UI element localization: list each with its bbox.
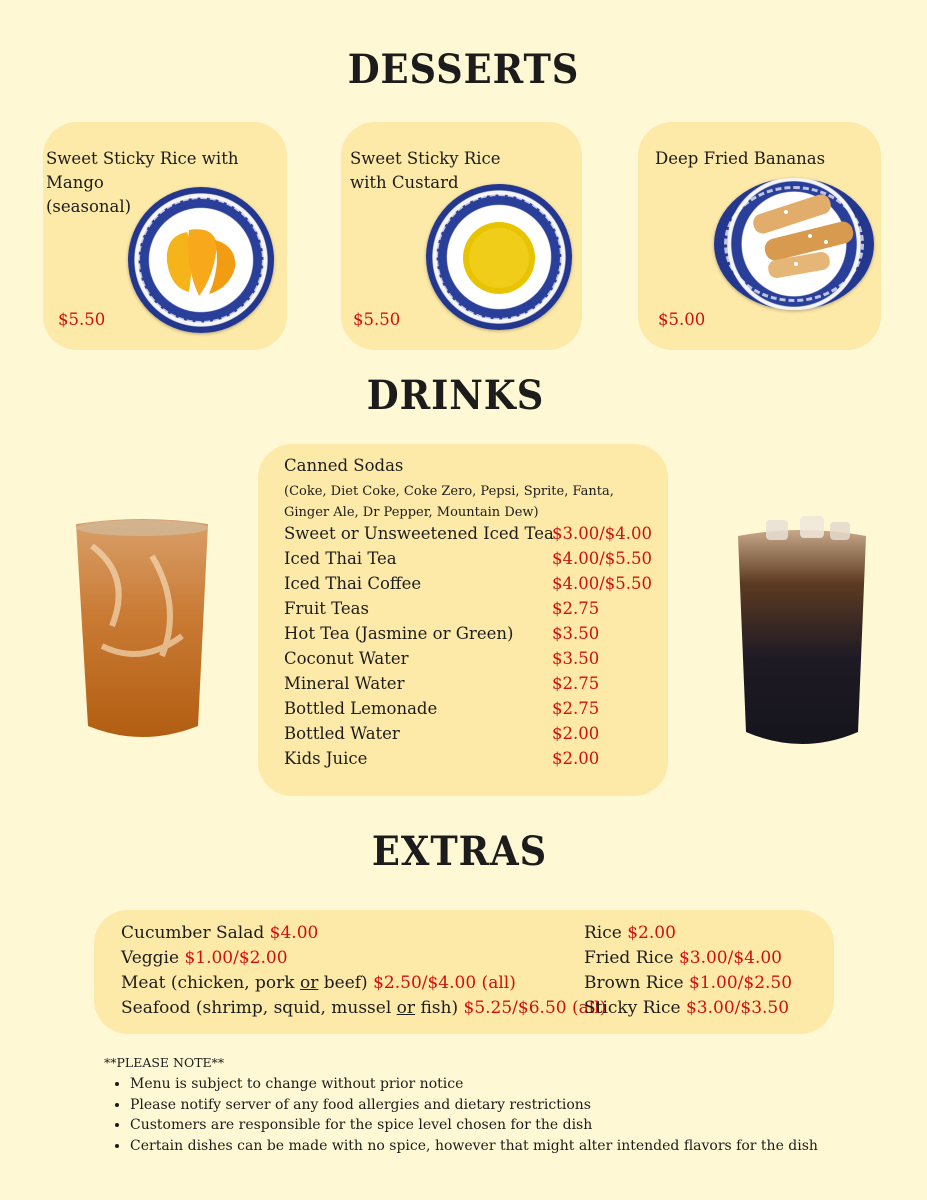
note-item: • Menu is subject to change without prior notice <box>130 1074 818 1095</box>
drink-row <box>284 599 664 624</box>
extra-veggie <box>121 948 288 968</box>
drinks-heading: DRINKS <box>366 372 545 419</box>
extra-price: $1.00/$2.00 <box>184 948 288 968</box>
drink-price: $2.75 <box>552 674 600 693</box>
dessert-name: Sweet Sticky Rice with Custard <box>350 149 501 192</box>
fried-banana-image <box>746 190 858 290</box>
dessert-card-bananas <box>638 122 881 350</box>
dessert-price: $5.50 <box>58 310 106 329</box>
extra-price: $2.50/$4.00 (all) <box>373 973 516 993</box>
extra-label: Fried Rice <box>584 948 674 968</box>
drink-name: Iced Thai Coffee <box>284 574 422 593</box>
dessert-card-custard <box>341 122 582 350</box>
drink-price: $3.50 <box>552 624 600 643</box>
drink-row <box>284 699 664 724</box>
drink-price: $3.50 <box>552 649 600 668</box>
thai-tea-glass-image <box>72 516 212 744</box>
extra-price: $4.00 <box>269 923 319 943</box>
extras-heading: EXTRAS <box>371 828 548 875</box>
extra-fried-rice <box>584 948 782 968</box>
note-item: • Please notify server of any food allergies and dietary restrictions <box>130 1095 818 1116</box>
extra-rice <box>584 923 676 943</box>
notes-title: **PLEASE NOTE** <box>104 1055 225 1070</box>
drink-price: $3.00/$4.00 <box>552 524 653 543</box>
sodas-detail-line: Ginger Ale, Dr Pepper, Mountain Dew) <box>284 505 539 520</box>
extra-cucumber-salad <box>121 923 318 943</box>
dessert-card-mango <box>43 122 287 350</box>
extra-or: or <box>299 973 319 993</box>
desserts-heading: DESSERTS <box>347 46 580 93</box>
drink-price: $2.75 <box>552 599 600 618</box>
extra-label: Veggie <box>121 948 180 968</box>
extra-or: or <box>396 998 416 1018</box>
drink-price: $2.75 <box>552 699 600 718</box>
extra-label: fish) <box>415 998 459 1018</box>
drink-row <box>284 624 664 649</box>
extra-price: $3.00/$4.00 <box>678 948 782 968</box>
dessert-name: Deep Fried Bananas <box>655 149 826 168</box>
drink-name: Coconut Water <box>284 649 409 668</box>
extra-price: $1.00/$2.50 <box>688 973 793 993</box>
mango-image <box>159 222 243 302</box>
dessert-price: $5.50 <box>353 310 401 329</box>
drink-name: Canned Sodas <box>284 456 404 475</box>
drink-name: Fruit Teas <box>284 599 369 618</box>
note-item: • Customers are responsible for the spice level chosen for the dish <box>130 1115 818 1136</box>
drink-name: Iced Thai Tea <box>284 549 397 568</box>
drink-name: Bottled Water <box>284 724 400 743</box>
notes-list <box>110 1074 818 1156</box>
extra-price: $2.00 <box>627 923 676 943</box>
drink-name: Hot Tea (Jasmine or Green) <box>284 624 514 643</box>
extra-label: Seafood (shrimp, squid, mussel <box>121 998 397 1018</box>
custard-image <box>459 218 539 298</box>
note-item: • Certain dishes can be made with no spice, however that might alter intended flavors for the dish <box>130 1136 818 1157</box>
extra-label: Sticky Rice <box>584 998 681 1018</box>
drink-name: Mineral Water <box>284 674 405 693</box>
drink-row <box>284 749 664 774</box>
extra-label: Meat (chicken, pork <box>121 973 300 993</box>
extra-label: Cucumber Salad <box>121 923 265 943</box>
canned-sodas-label <box>284 456 664 481</box>
extra-price: $3.00/$3.50 <box>685 998 790 1018</box>
drink-price: $2.00 <box>552 749 600 768</box>
drink-price: $2.00 <box>552 724 600 743</box>
drink-name: Bottled Lemonade <box>284 699 438 718</box>
drink-row <box>284 574 664 599</box>
dessert-name: Sweet Sticky Rice with Mango (seasonal) <box>46 149 239 216</box>
extra-brown-rice <box>584 973 792 993</box>
drink-row <box>284 724 664 749</box>
drink-name: Kids Juice <box>284 749 368 768</box>
extra-label: beef) <box>318 973 368 993</box>
dessert-price: $5.00 <box>658 310 706 329</box>
drink-row <box>284 524 664 549</box>
drink-price: $4.00/$5.50 <box>552 549 653 568</box>
extra-sticky-rice <box>584 998 789 1018</box>
sodas-detail-line: (Coke, Diet Coke, Coke Zero, Pepsi, Sprite, Fanta, <box>284 484 614 499</box>
drink-price: $4.00/$5.50 <box>552 574 653 593</box>
extra-meat <box>121 973 516 993</box>
extra-seafood <box>121 998 606 1018</box>
extra-label: Brown Rice <box>584 973 684 993</box>
canned-sodas-detail <box>284 481 614 523</box>
thai-coffee-glass-image <box>736 516 868 750</box>
extra-label: Rice <box>584 923 622 943</box>
drink-row <box>284 674 664 699</box>
drink-row <box>284 649 664 674</box>
drink-row <box>284 549 664 574</box>
drink-name: Sweet or Unsweetened Iced Tea <box>284 524 554 543</box>
extra-price: $5.25/$6.50 (all) <box>463 998 607 1018</box>
